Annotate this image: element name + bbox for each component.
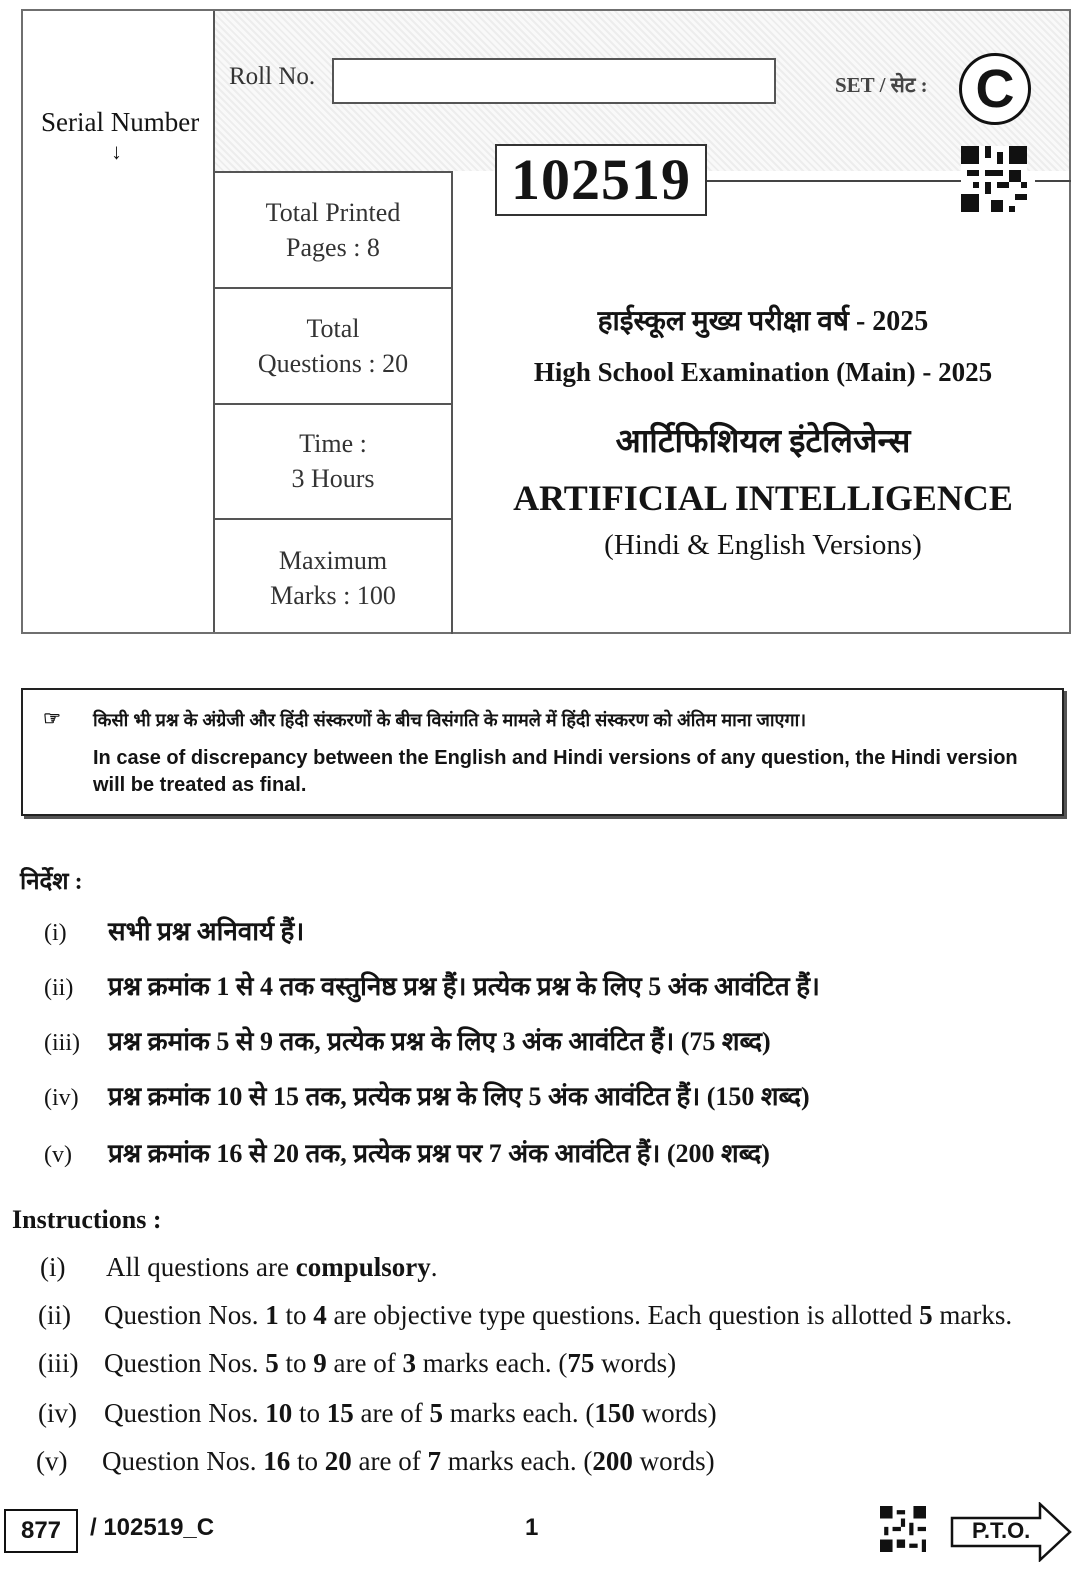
total-pages-cell	[215, 173, 451, 289]
total-pages-label: Total Printed	[265, 197, 401, 227]
item-text: to	[278, 1300, 314, 1330]
list-item	[38, 1398, 717, 1429]
total-pages-value: Pages : 8	[286, 232, 380, 262]
set-label: SET / सेट :	[835, 73, 928, 97]
item-text: to	[292, 1398, 327, 1428]
item-emphasis: 4	[313, 1300, 327, 1330]
list-item	[44, 912, 304, 948]
item-number: (i)	[44, 920, 67, 946]
item-text: are objective type questions. Each question is allotted	[326, 1300, 920, 1330]
time-cell	[215, 405, 451, 521]
list-item	[44, 1077, 810, 1113]
qr-code-icon	[961, 146, 1027, 212]
serial-number-label: Serial Number	[41, 107, 200, 137]
max-marks-cell	[215, 520, 451, 636]
total-questions-value: Questions : 20	[257, 348, 409, 378]
pointing-hand-icon: ☞	[43, 708, 61, 730]
item-emphasis: 9	[313, 1348, 327, 1378]
item-number: (v)	[44, 1142, 72, 1168]
list-item	[36, 1446, 715, 1477]
item-emphasis: 15	[326, 1398, 354, 1428]
item-number: (ii)	[44, 975, 74, 1001]
item-number: (iv)	[44, 1085, 79, 1111]
paper-code: 102519	[495, 144, 707, 216]
versions-note: (Hindi & English Versions)	[604, 529, 922, 561]
list-item	[44, 1134, 770, 1170]
item-emphasis: 5	[919, 1300, 933, 1330]
item-emphasis: 1	[265, 1300, 279, 1330]
item-text: are of	[326, 1348, 403, 1378]
item-text: Question Nos.	[104, 1300, 266, 1330]
item-text: .	[430, 1252, 438, 1282]
exam-title-block	[455, 291, 1071, 562]
item-number: (iii)	[44, 1030, 80, 1056]
notice-hindi: किसी भी प्रश्न के अंग्रेजी और हिंदी संस्करणों के बीच विसंगति के मामले में हिंदी संस्करण को अंतिम माना जाएगा।	[93, 710, 807, 730]
exam-title-hindi: हाईस्कूल मुख्य परीक्षा वर्ष - 2025	[597, 306, 929, 337]
item-number: (ii)	[38, 1300, 71, 1330]
max-marks-label: Maximum	[278, 546, 388, 576]
qr-code-icon	[880, 1506, 926, 1552]
item-emphasis: 5	[265, 1348, 279, 1378]
notice-english: In case of discrepancy between the English and Hindi versions of any question, the Hindi version will be treated as final.	[93, 747, 1018, 796]
item-text: words)	[632, 1446, 715, 1476]
item-text: words)	[634, 1398, 717, 1428]
item-text: marks each. (	[440, 1446, 593, 1476]
item-text: प्रश्न क्रमांक 10 से 15 तक, प्रत्येक प्रश्न के लिए 5 अंक आवंटित हैं। (150 शब्द)	[108, 1082, 810, 1111]
roll-number-field[interactable]	[332, 58, 776, 104]
item-emphasis: 7	[427, 1446, 441, 1476]
item-text: All questions are	[106, 1252, 296, 1282]
exam-header-box	[21, 9, 1071, 634]
set-badge: C	[959, 53, 1031, 125]
item-text: प्रश्न क्रमांक 5 से 9 तक, प्रत्येक प्रश्न के लिए 3 अंक आवंटित हैं। (75 शब्द)	[108, 1027, 771, 1056]
list-item	[44, 967, 820, 1003]
paper-info-column	[215, 171, 453, 634]
item-text: to	[278, 1348, 314, 1378]
item-emphasis: 150	[594, 1398, 635, 1428]
item-text: marks each. (	[415, 1348, 568, 1378]
item-number: (iii)	[38, 1348, 79, 1378]
item-emphasis: compulsory	[295, 1252, 431, 1282]
roll-number-label: Roll No.	[229, 63, 316, 90]
item-text: Question Nos.	[102, 1446, 264, 1476]
time-label: Time :	[299, 429, 367, 459]
hindi-instructions-title: निर्देश :	[20, 869, 83, 895]
item-text: marks each. (	[442, 1398, 595, 1428]
list-item	[38, 1348, 676, 1379]
list-item	[38, 1300, 1012, 1331]
english-instructions-title: Instructions :	[12, 1205, 162, 1234]
exam-title-english: High School Examination (Main) - 2025	[533, 357, 993, 387]
total-questions-cell	[215, 289, 451, 405]
item-number: (iv)	[38, 1398, 77, 1428]
item-text: प्रश्न क्रमांक 1 से 4 तक वस्तुनिष्ठ प्रश्न हैं। प्रत्येक प्रश्न के लिए 5 अंक आवंटित हैं।	[108, 972, 820, 1001]
item-emphasis: 16	[263, 1446, 291, 1476]
time-value: 3 Hours	[291, 464, 375, 494]
item-emphasis: 10	[265, 1398, 293, 1428]
subject-title-english: ARTIFICIAL INTELLIGENCE	[513, 478, 1013, 518]
max-marks-value: Marks : 100	[270, 581, 396, 611]
serial-number-cell	[23, 11, 215, 632]
page-number: 1	[525, 1514, 539, 1541]
item-text: Question Nos.	[104, 1348, 266, 1378]
total-questions-label: Total	[306, 313, 360, 343]
list-item	[44, 1022, 771, 1058]
list-item	[40, 1252, 437, 1283]
item-text: are of	[353, 1398, 430, 1428]
item-emphasis: 5	[429, 1398, 443, 1428]
subject-code-box: 877	[4, 1509, 78, 1553]
divider	[1035, 180, 1071, 182]
item-text: प्रश्न क्रमांक 16 से 20 तक, प्रत्येक प्रश्न पर 7 अंक आवंटित हैं। (200 शब्द)	[108, 1139, 770, 1168]
divider	[707, 180, 962, 182]
item-number: (v)	[36, 1446, 68, 1476]
item-text: to	[290, 1446, 325, 1476]
item-text: marks.	[932, 1300, 1013, 1330]
item-text: Question Nos.	[104, 1398, 266, 1428]
item-text: are of	[351, 1446, 428, 1476]
item-emphasis: 75	[567, 1348, 595, 1378]
subject-title-hindi: आर्टिफिशियल इंटेलिजेन्स	[615, 424, 911, 460]
item-emphasis: 3	[402, 1348, 416, 1378]
language-notice-box	[21, 688, 1064, 816]
item-emphasis: 20	[324, 1446, 352, 1476]
paper-id: / 102519_C	[90, 1514, 215, 1541]
item-emphasis: 200	[592, 1446, 633, 1476]
item-text: सभी प्रश्न अनिवार्य हैं।	[108, 917, 305, 946]
item-text: words)	[594, 1348, 677, 1378]
item-number: (i)	[40, 1252, 66, 1282]
pto-label: P.T.O.	[972, 1518, 1031, 1543]
down-arrow-icon: ↓	[111, 139, 122, 164]
